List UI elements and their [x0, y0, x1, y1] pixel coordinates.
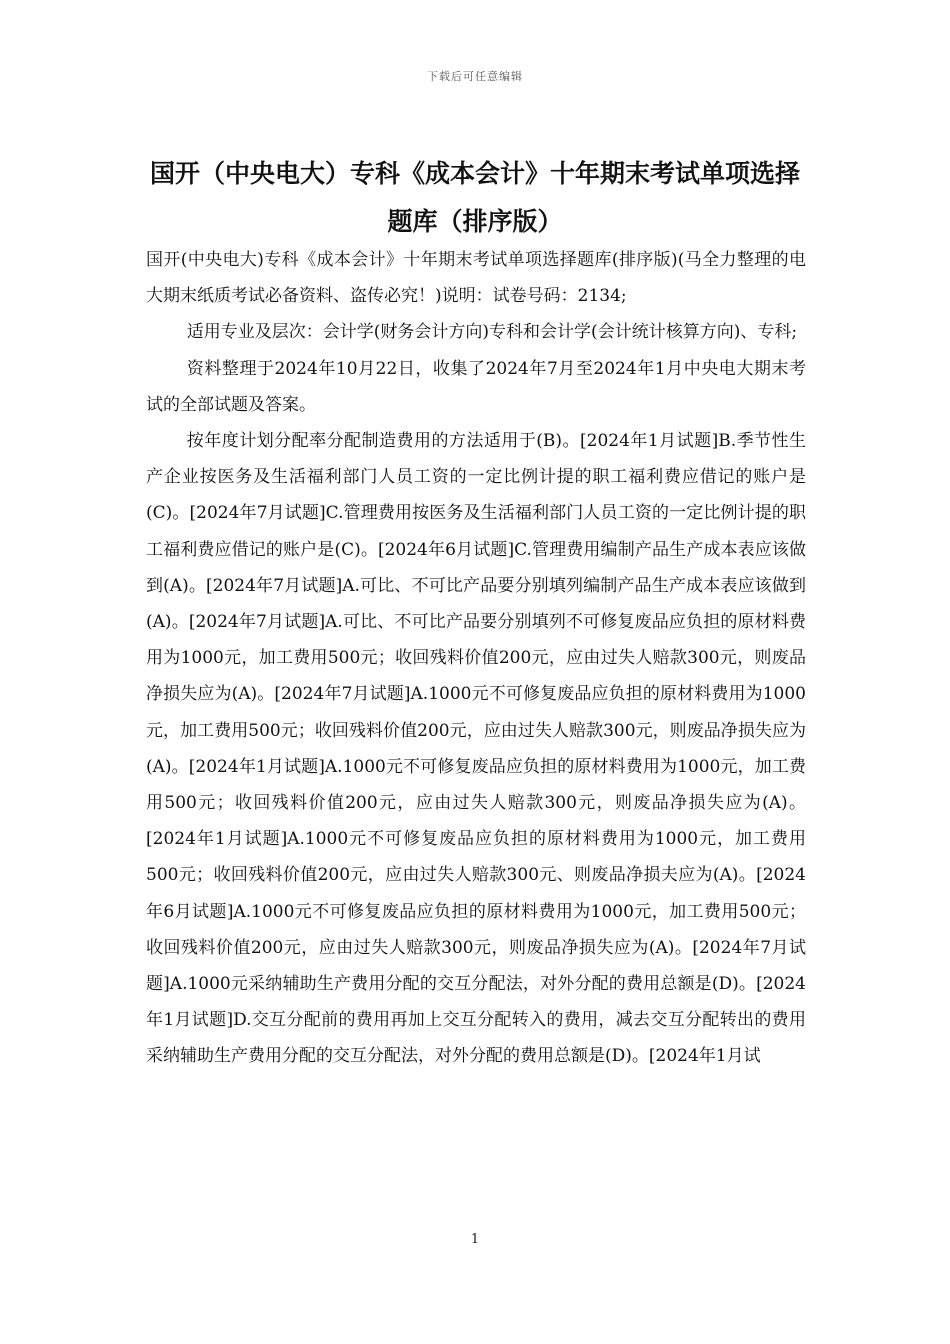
scope-paragraph: 适用专业及层次：会计学(财务会计方向)专科和会计学(会计统计核算方向)、专科;: [186, 322, 798, 343]
questions-paragraph: 按年度计划分配率分配制造费用的方法适用于(B)。[2024年1月试题]B.季节性生产企业按医务及生活福利部门人员工资的一定比例计提的职工福利费应借记的账户是(C)。[2024年7月试题]C.管理费用按医务及生活福利部门人员工资的一定比例计提的职工福利费应借记的账户是(C)。[2024年6月试题]C.管理费用编制产品生产成本表应该做到(A)。[2024年7月试题]A.可比、不可比产品要分别填列编制产品生产成本表应该做到(A)。[2024年7月试题]A.可比、不可比产品要分别填列不可修复废品应负担的原材料费用为1000元，加工费用500元；收回残料价值200元，应由过失人赔款300元，则废品净损失应为(A)。[2024年7月试题]A.1000元不可修复废品应负担的原材料费用为1000元，加工费用500元；收回残料价值200元，应由过失人赔款300元，则废品净损失应为(A)。[2024年1月试题]A.1000元不可修复废品应负担的原材料费用为1000元，加工费用500元；收回残料价值200元，应由过失人赔款300元，则废品净损失应为(A)。[2024年1月试题]A.1000元不可修复废品应负担的原材料费用为1000元，加工费用500元；收回残料价值200元，应由过失人赔款300元、则废品净损夫应为(A)。[2024年6月试题]A.1000元不可修复废品应负担的原材料费用为1000元，加工费用500元；收回残料价值200元，应由过失人赔款300元，则废品净损失应为(A)。[2024年7月试题]A.1000元采纳辅助生产费用分配的交互分配法，对外分配的费用总额是(D)。[2024年1月试题]D.交互分配前的费用再加上交互分配转入的费用，减去交互分配转出的费用采纳辅助生产费用分配的交互分配法，对外分配的费用总额是(D)。[2024年1月试: [146, 431, 806, 1067]
document-body: [146, 242, 806, 1075]
source-paragraph: 资料整理于2024年10月22日，收集了2024年7月至2024年1月中央电大期末考试的全部试题及答案。: [146, 358, 806, 415]
page-number: 1: [470, 1232, 480, 1247]
document-title: 国开（中央电大）专科《成本会计》十年期末考试单项选择题库（排序版）: [149, 159, 800, 236]
header-note: 下载后可任意编辑: [427, 70, 523, 83]
intro-paragraph: 国开(中央电大)专科《成本会计》十年期末考试单项选择题库(排序版)(马全力整理的电大期末纸质考试必备资料、盗传必究！)说明：试卷号码：2134;: [146, 250, 806, 307]
